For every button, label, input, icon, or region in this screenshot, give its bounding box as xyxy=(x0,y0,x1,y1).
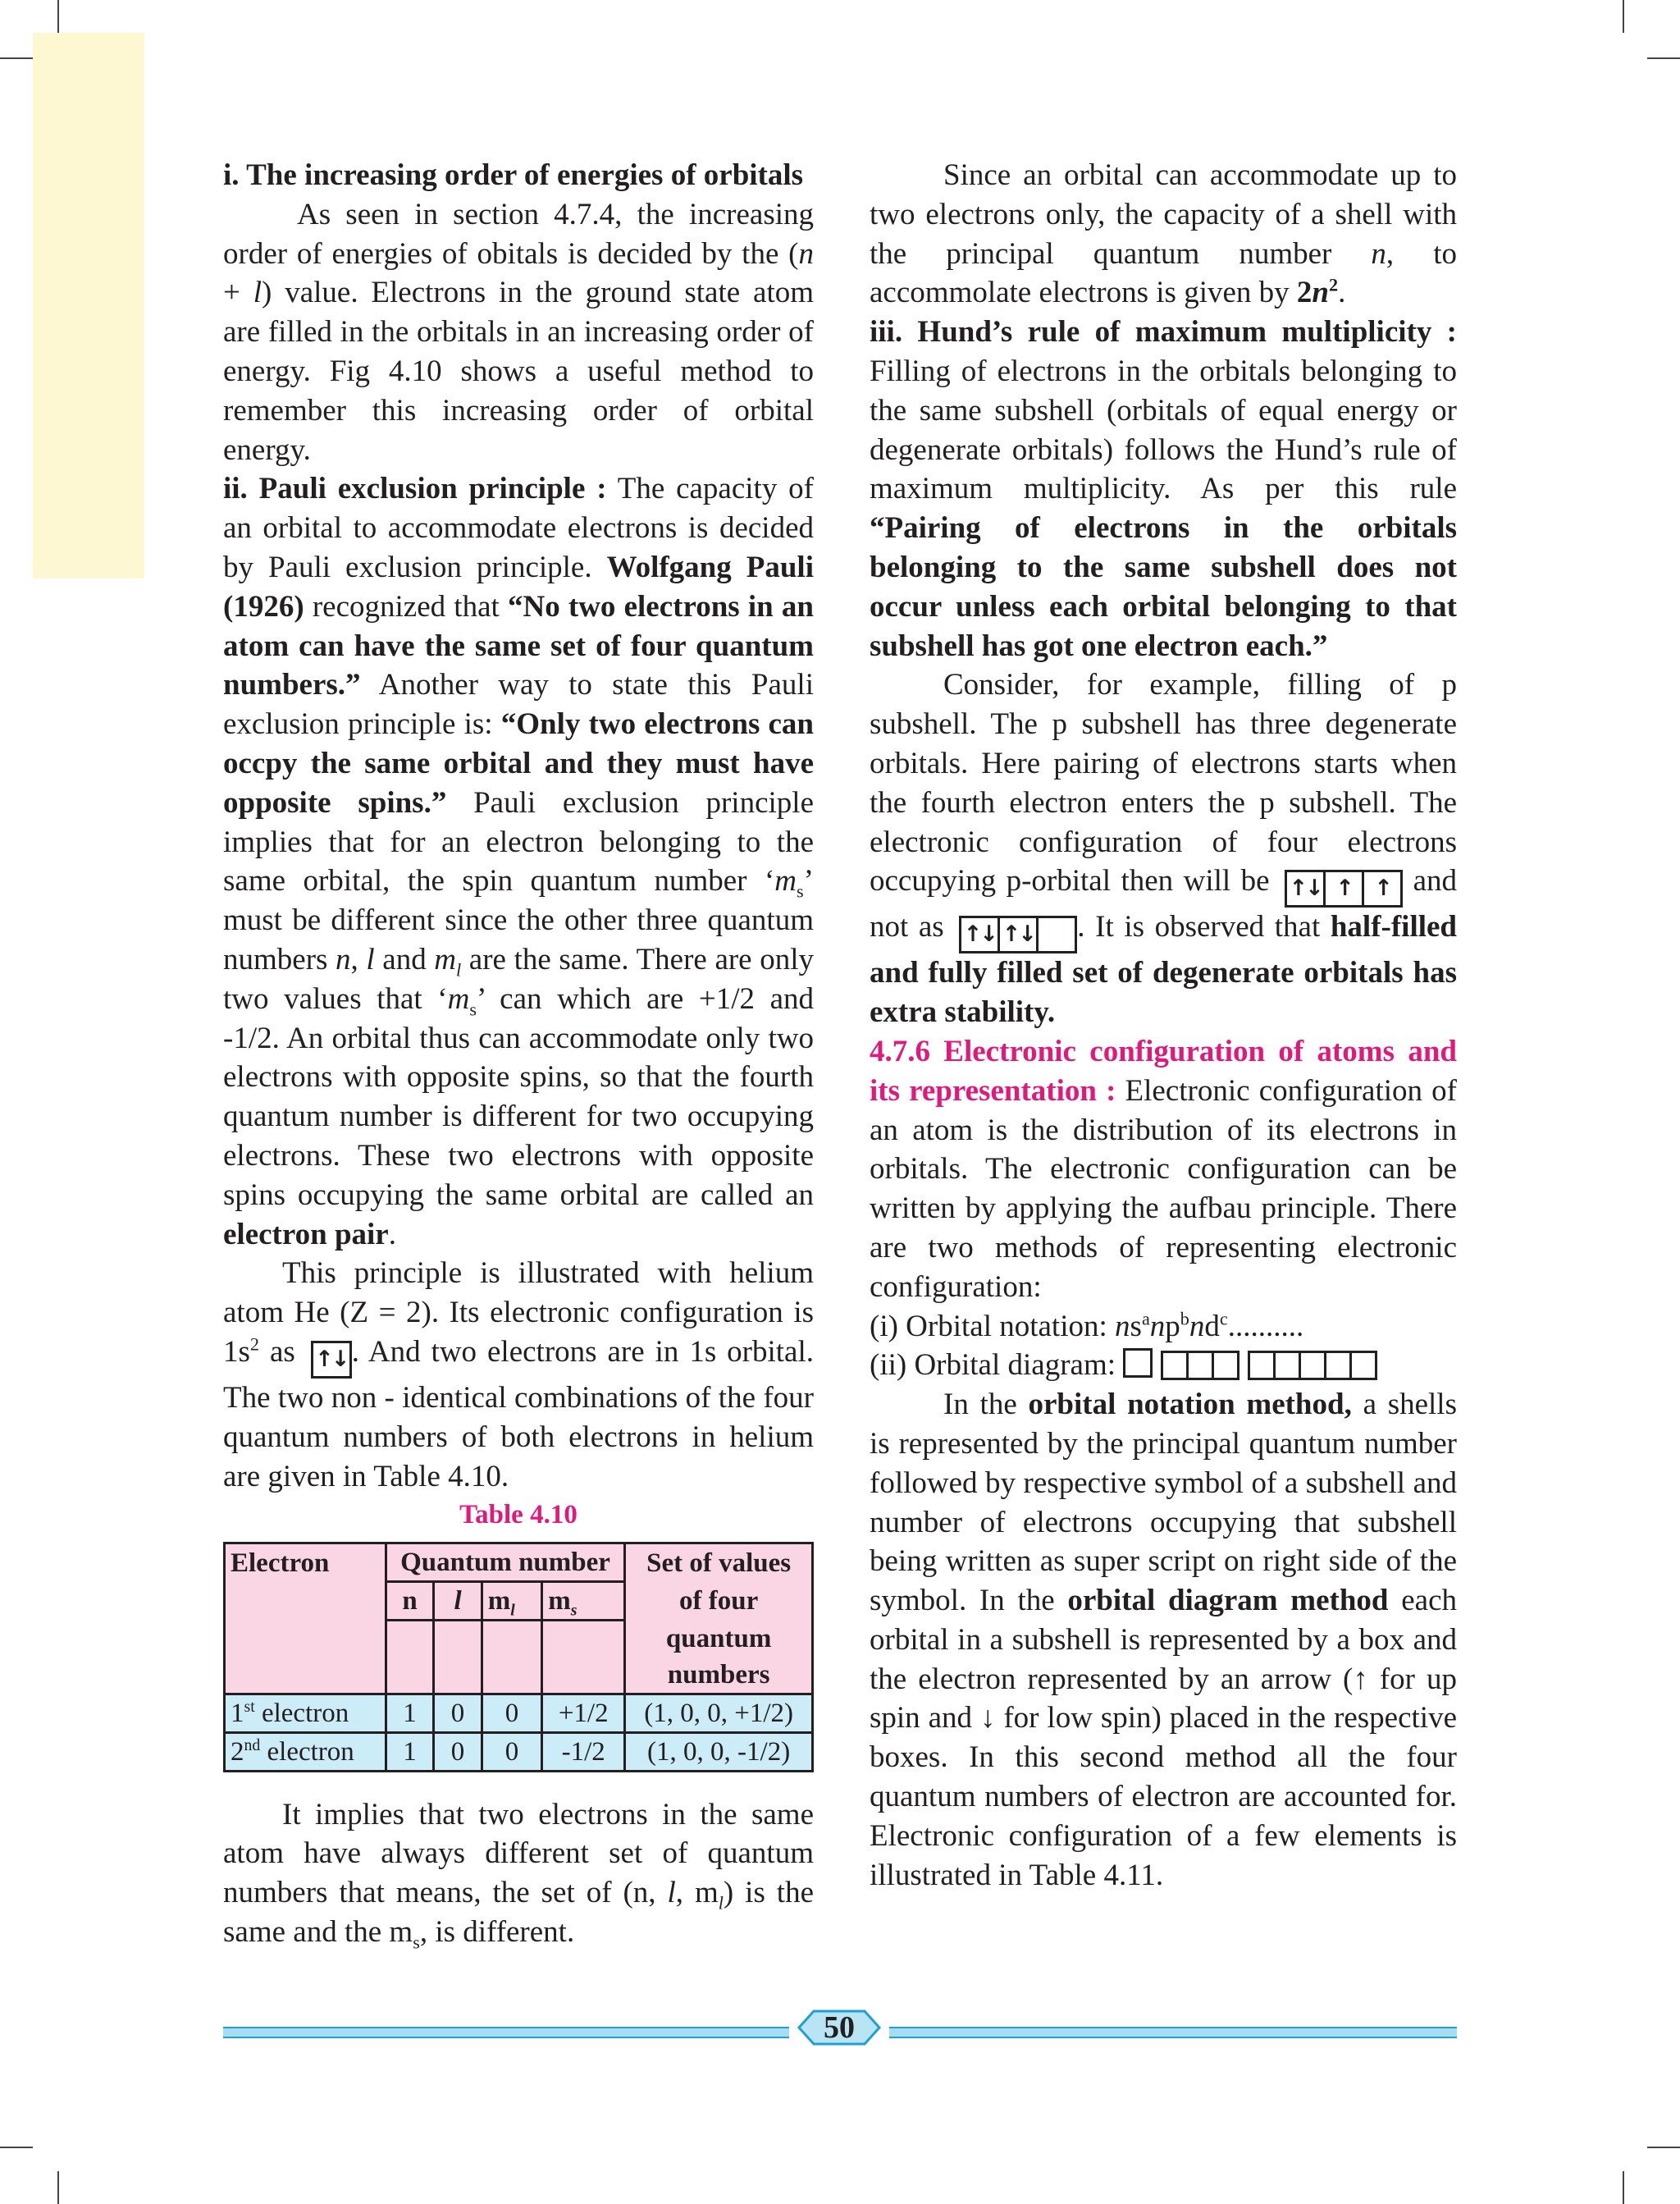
crop-mark xyxy=(0,57,33,59)
table-header-row: n l $m_l$ $m_s$ of four xyxy=(225,1582,813,1621)
table-row: 1st electron 1 0 0 +1/2 (1, 0, 0, +1/2) xyxy=(225,1694,813,1732)
helium-orbital-box: ↑↓ xyxy=(311,1341,352,1379)
heading-pauli: ii. Pauli exclusion principle : xyxy=(223,472,607,506)
p-orbital-boxes-incorrect: ↑↓ ↑↓ xyxy=(959,916,1077,953)
table-row: 2nd electron 1 0 0 -1/2 (1, 0, 0, -1/2) xyxy=(225,1732,813,1771)
up-arrow-icon: ↑ xyxy=(1353,1662,1368,1696)
page-number: 50 xyxy=(796,2009,883,2046)
orbital-notation-line: (i) Orbital notation: $ns^anp^bnd^c$.......... xyxy=(870,1308,1304,1343)
header-ml: $m_l$ xyxy=(482,1582,541,1621)
paragraph-methods: In the orbital notation method, a shells is represented by the principal quantum number followed by respective symbol of a subshell and number of electrons occupying that subshell being written as super script on right side of the symbol. In the orbital diagram method each orbital in a subshell is represented by a box and the electron represented by an arrow (↑ for up spin and ↓ for low spin) placed in the respective boxes. In this second method all the four quantum numbers of electron are accounted for. Electronic configuration of a few elements is illustrated in Table 4.11. xyxy=(870,1388,1457,1892)
down-arrow-icon: ↓ xyxy=(979,1701,996,1735)
cell-electron: 1st electron xyxy=(225,1694,386,1732)
paragraph-hund: iii. Hund’s rule of maximum multiplicity : Filling of electrons in the orbitals belonging to the same subshell (orbitals of equal energy or degenerate orbitals) follows the Hund’s rule of maximum multiplicity. As per this rule “Pairing of electrons in the orbitals belonging to the same subshell does not occur unless each orbital belonging to that subshell has got one electron each.” xyxy=(870,315,1457,663)
cell-electron: 2nd electron xyxy=(225,1732,386,1771)
paragraph-increasing-order: As seen in section 4.7.4, the increasing order of energies of obitals is decided by the (n + l) value. Electrons in the ground state atom are filled in the orbitals in an increasing order of energy. Fig 4.10 shows a useful method to remember this increasing order of orbital energy. xyxy=(223,197,814,467)
orbital-diagram-line: (ii) Orbital diagram: xyxy=(870,1346,1457,1385)
crop-mark xyxy=(57,2171,59,2204)
header-set-of-values: Set of values xyxy=(625,1543,813,1582)
heading-increasing-order: i. The increasing order of energies of orbitals xyxy=(223,158,804,192)
footer-bar-right xyxy=(889,2027,1457,2038)
paragraph-pauli: ii. Pauli exclusion principle : The capacity of an orbital to accommodate electrons is decided by Pauli exclusion principle. Wolfgang Pauli (1926) recognized that “No two electrons in an atom can have the same set of four quantum numbers.” Another way to state this Pauli exclusion principle is: “Only two electrons can occpy the same orbital and they must have opposite spins.” Pauli exclusion principle implies that for an electron belonging to the same orbital, the spin quantum number ‘$m_s$’ must be different since the other three quantum numbers n, l and $m_l$ are the same. There are only two values that ‘$m_s$’ can which are +1/2 and -1/2. An orbital thus can accommodate only two electrons with opposite spins, so that the fourth quantum number is different for two occupying electrons. These two electrons with opposite spins occupying the same orbital are called an electron pair. xyxy=(223,472,815,1251)
crop-mark xyxy=(57,0,59,33)
table-header-row xyxy=(225,1543,813,1582)
p-orbital-boxes xyxy=(1161,1351,1239,1380)
s-orbital-box xyxy=(1123,1348,1153,1378)
section-heading-476: 4.7.6 Electronic configuration of atoms and its representation : xyxy=(870,1034,1457,1108)
header-quantum-number: Quantum number xyxy=(386,1543,624,1582)
p-orbital-boxes-correct: ↑↓ ↑ ↑ xyxy=(1285,870,1403,908)
paragraph-p-subshell: Consider, for example, filling of p subshell. The p subshell has three degenerate orbitals. Here pairing of electrons starts when the fourth electron enters the p subshell. The electronic configuration of four electrons occupying p-orbital then will be ↑↓ ↑ ↑ and not as ↑↓ ↑↓ . It is observed that half-filled and fully filled set of degenerate orbitals has extra stability. xyxy=(870,668,1458,1030)
crop-mark xyxy=(1647,57,1680,59)
side-band xyxy=(33,33,144,578)
header-n: n xyxy=(386,1582,434,1621)
d-orbital-boxes xyxy=(1248,1351,1377,1380)
header-l: l xyxy=(434,1582,482,1621)
table-caption: Table 4.10 xyxy=(459,1500,578,1530)
quantum-number-table xyxy=(223,1542,814,1772)
table-header-row: quantum xyxy=(225,1621,813,1657)
paragraph-shell-capacity: Since an orbital can accommodate up to two electrons only, the capacity of a shell with the principal quantum number n, to accommolate electrons is given by $2n^2$. xyxy=(870,158,1458,310)
crop-mark xyxy=(1623,2171,1624,2204)
header-ms: $m_s$ xyxy=(542,1582,625,1621)
crop-mark xyxy=(1647,2147,1680,2148)
paragraph-implies: It implies that two electrons in the same atom have always different set of quantum numbers that means, the set of (n, l, $m_l$) is the same and the $m_s$, is different. xyxy=(223,1797,815,1953)
crop-mark xyxy=(1623,0,1624,33)
left-column xyxy=(223,156,814,1952)
footer-bar-left xyxy=(223,2027,789,2038)
header-electron: Electron xyxy=(225,1543,386,1582)
crop-mark xyxy=(0,2147,33,2148)
heading-hund: iii. Hund’s rule of maximum multiplicity : xyxy=(870,315,1457,350)
right-column xyxy=(870,156,1457,1895)
table-header-row: numbers xyxy=(225,1657,813,1694)
paragraph-helium: This principle is illustrated with helium atom He (Z = 2). Its electronic configuration is $1s^2$ as ↑↓ . And two electrons are in 1s orbital. The two non - identical combinations of the four quantum numbers of both electrons in helium are given in Table 4.10. xyxy=(223,1256,814,1493)
paragraph-electronic-configuration: 4.7.6 Electronic configuration of atoms and its representation : Electronic configuration of an atom is the distribution of its electrons in orbitals. The electronic configuration can be written by applying the aufbau principle. There are two methods of representing electronic configuration: xyxy=(870,1034,1457,1304)
